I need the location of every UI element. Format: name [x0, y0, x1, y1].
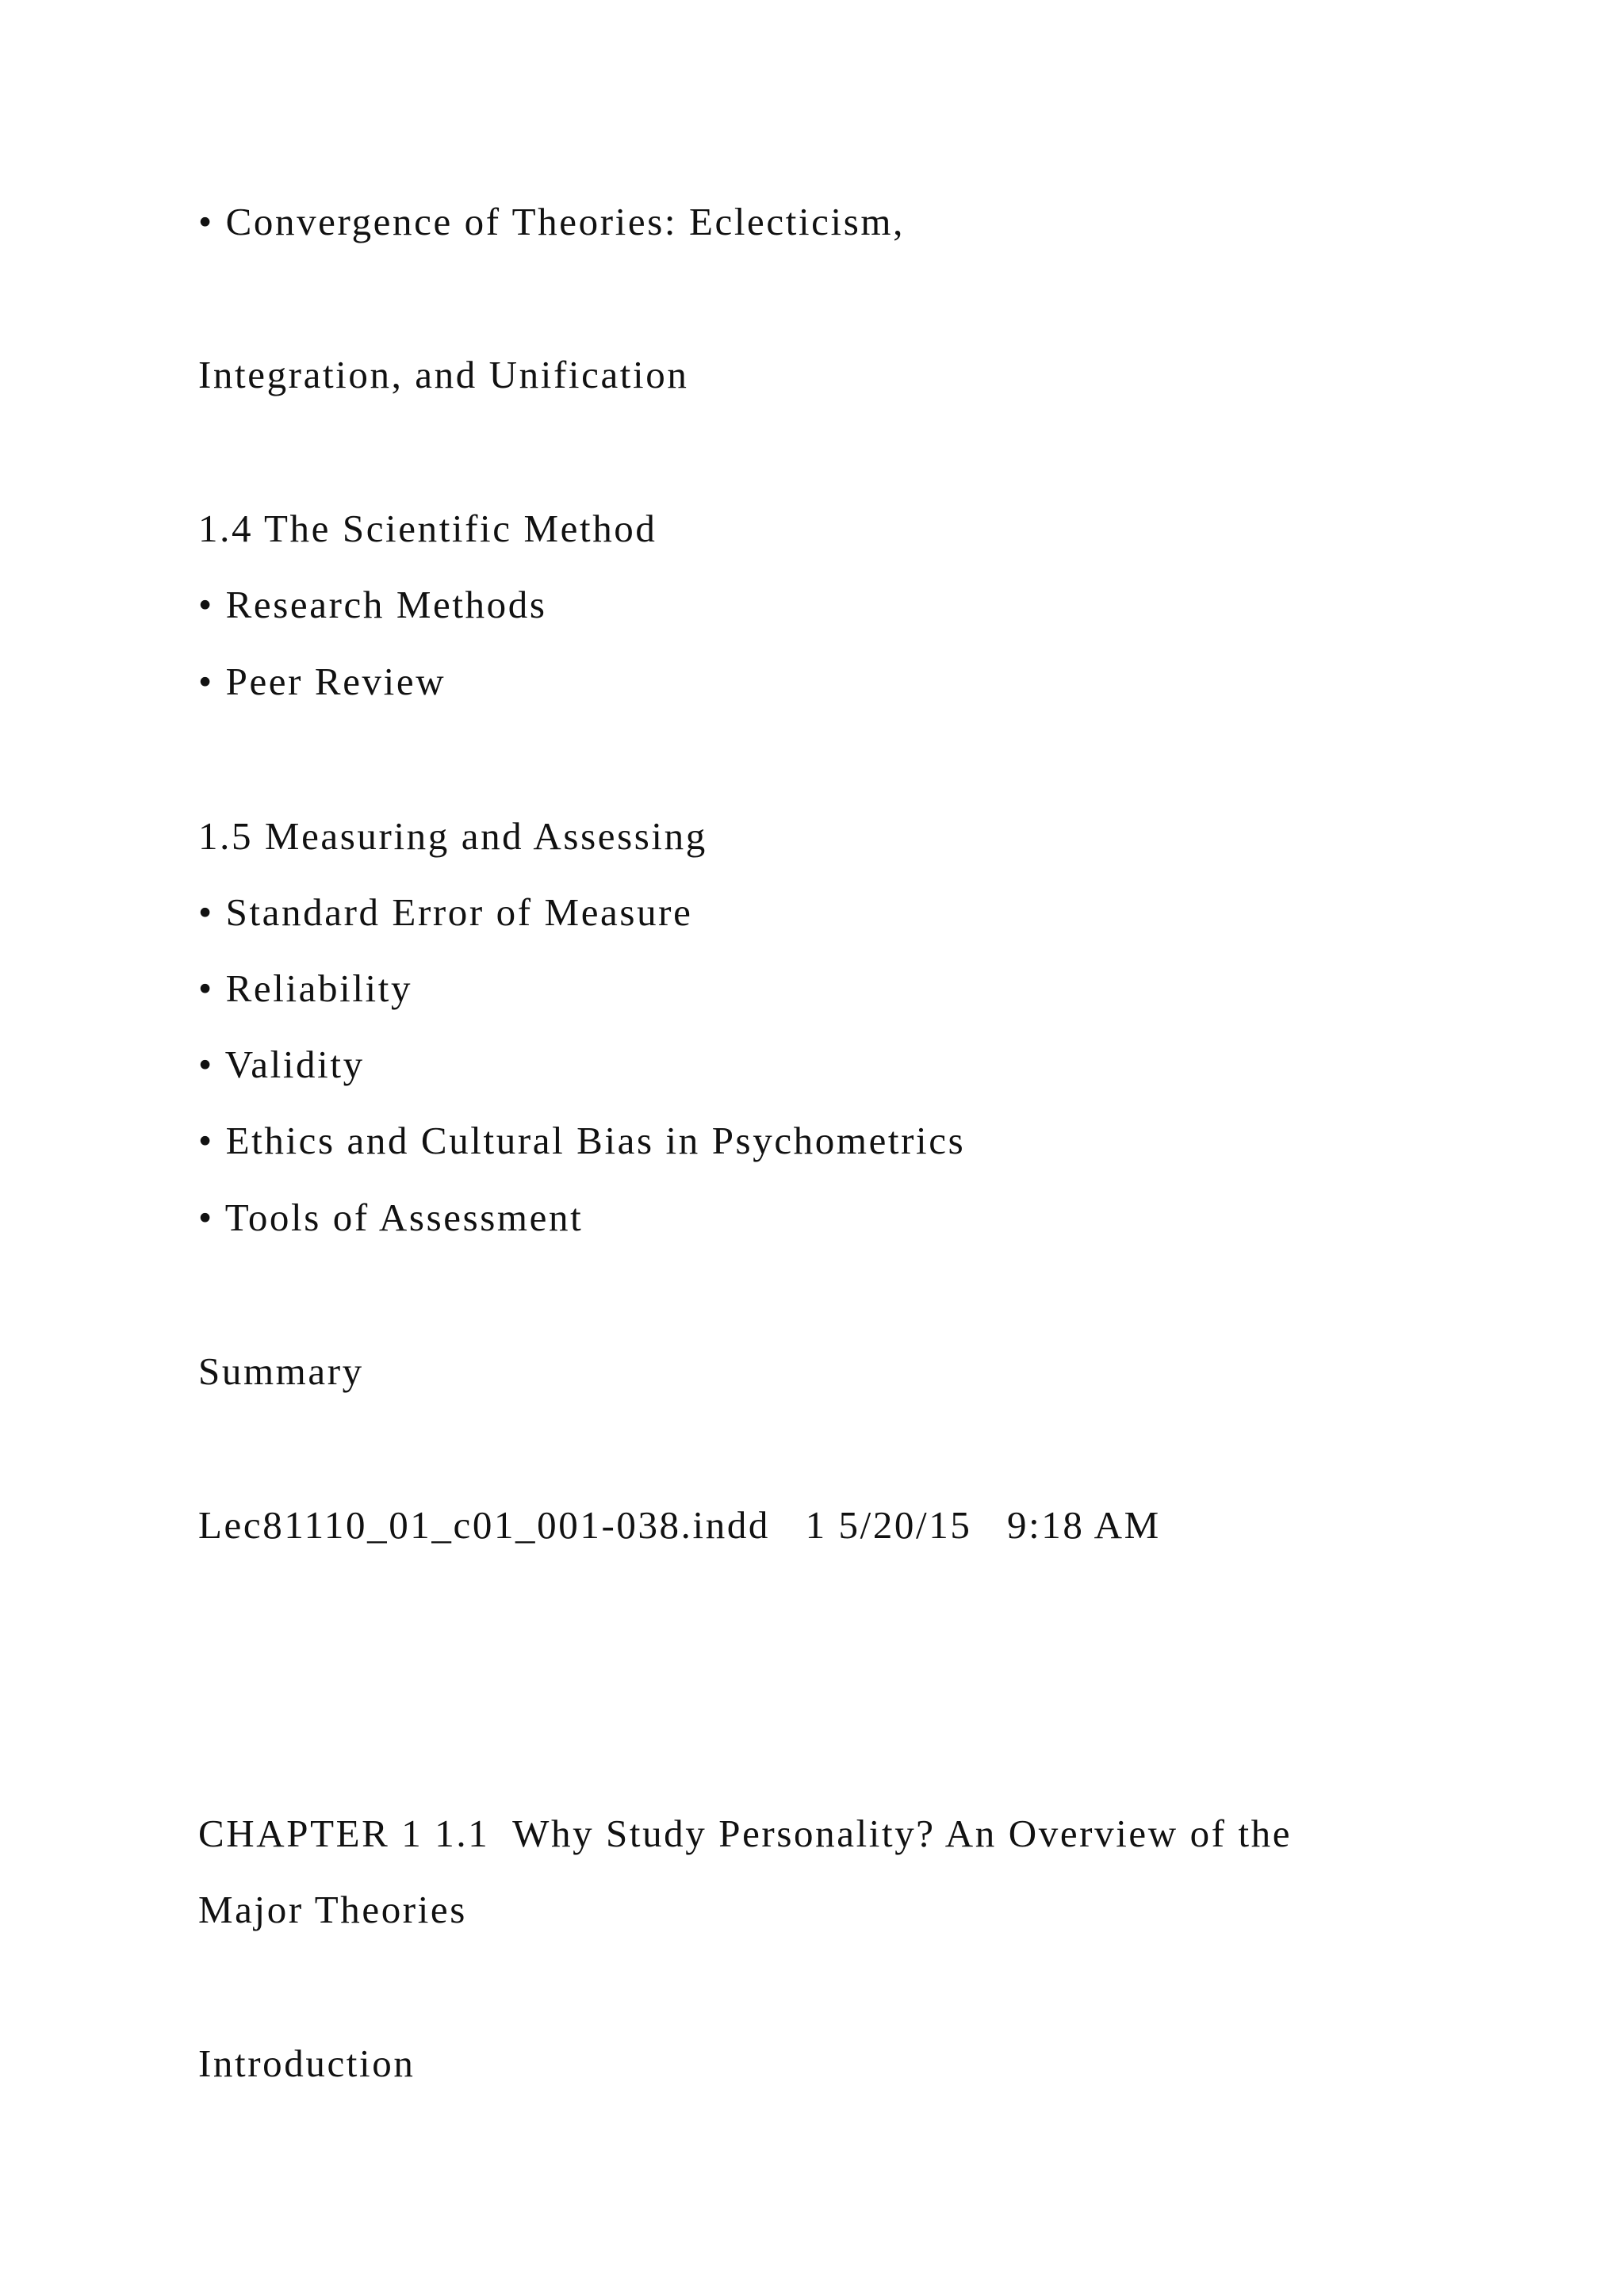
print-slug-line: Lec81110_01_c01_001-038.indd 1 5/20/15 9:18 AM	[198, 1503, 1161, 1547]
toc-bullet-tools-of-assessment: • Tools of Assessment	[198, 1196, 584, 1239]
toc-bullet-reliability: • Reliability	[198, 966, 413, 1010]
toc-bullet-validity: • Validity	[198, 1043, 365, 1086]
chapter-heading-continuation: Major Theories	[198, 1888, 467, 1931]
toc-bullet-convergence-of-theories: • Convergence of Theories: Eclecticism,	[198, 200, 905, 243]
toc-bullet-research-methods: • Research Methods	[198, 583, 547, 626]
section-heading-scientific-method: 1.4 The Scientific Method	[198, 507, 657, 550]
toc-bullet-continuation-integration: Integration, and Unification	[198, 353, 689, 396]
toc-bullet-standard-error: • Standard Error of Measure	[198, 890, 693, 934]
section-heading-introduction: Introduction	[198, 2042, 416, 2085]
section-heading-measuring-assessing: 1.5 Measuring and Assessing	[198, 814, 707, 858]
section-heading-summary: Summary	[198, 1349, 364, 1393]
chapter-heading: CHAPTER 1 1.1 Why Study Personality? An Overview of the	[198, 1812, 1293, 1855]
toc-bullet-peer-review: • Peer Review	[198, 660, 446, 703]
toc-bullet-ethics-cultural-bias: • Ethics and Cultural Bias in Psychometrics	[198, 1119, 966, 1162]
